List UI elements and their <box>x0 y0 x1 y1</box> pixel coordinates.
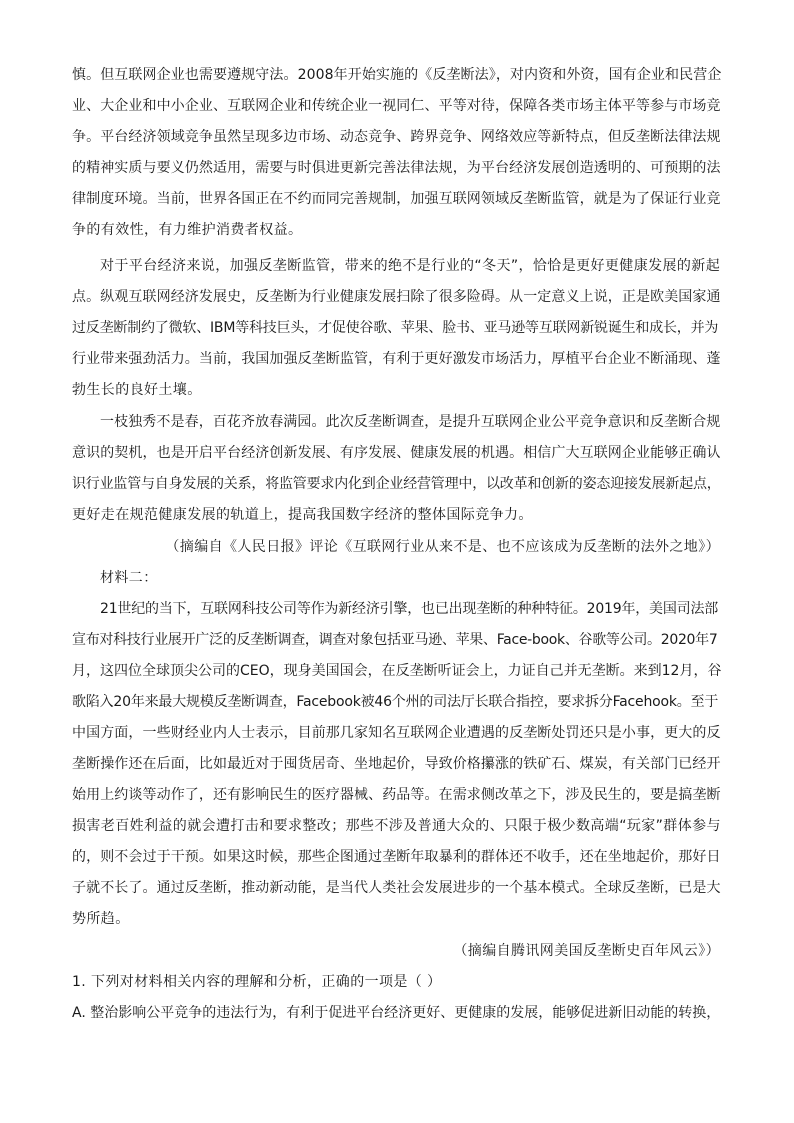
text-line: 意识的契机，也是开启平台经济创新发展、有序发展、健康发展的机遇。相信广大互联网企业能够正确认 <box>72 445 721 461</box>
text-line: 的精神实质与要义仍然适用，需要与时俱进更新完善法律法规，为平台经济发展创造透明的、可预期的法 <box>72 160 721 176</box>
text-line: 的，则不会过于干预。如果这时候，那些企图通过垄断年取暴利的群体还不收手，还在坐地起价，那好日 <box>72 849 721 865</box>
text-line: 慎。但互联网企业也需要遵规守法。2008年开始实施的《反垄断法》，对内资和外资，国有企业和民营企 <box>72 67 722 83</box>
text-line: 歌陷入20年来最大规模反垄断调查，Facebook被46个州的司法厅长联合指控，要求拆分Facehook。至于 <box>72 694 719 710</box>
text-line: 一枝独秀不是春，百花齐放春满园。此次反垄断调查，是提升互联网企业公平竞争意识和反垄断合规 <box>100 414 721 430</box>
text-line: 月，这四位全球顶尖公司的CEO，现身美国国会，在反垄断听证会上，力证自己并无垄断。来到12月，谷 <box>72 663 722 679</box>
text-line: 勃生长的良好土壤。 <box>72 382 202 398</box>
question-stem: 1. 下列对材料相关内容的理解和分析，正确的一项是（ ） <box>72 974 442 990</box>
text-line: 子就不长了。通过反垄断，推动新动能，是当代人类社会发展进步的一个基本模式。全球反垄断，已是大 <box>72 880 721 896</box>
source-citation: （摘编自《人民日报》评论《互联网行业从来不是、也不应该成为反垄断的法外之地》） <box>165 539 720 555</box>
text-line: 损害老百姓利益的就会遭打击和要求整改；那些不涉及普通大众的、只限于极少数高端“玩家”群体参与 <box>72 818 721 834</box>
text-line: 始用上约谈等动作了，还有影响民生的医疗器械、药品等。在需求侧改革之下，涉及民生的，要是搞垄断 <box>72 787 721 803</box>
text-line: 过反垄断制约了微软、IBM等科技巨头，才促使谷歌、苹果、脸书、亚马逊等互联网新锐诞生和成长，并为 <box>72 320 719 336</box>
option-a: A. 整治影响公平竞争的违法行为，有利于促进平台经济更好、更健康的发展，能够促进新旧动能的转换， <box>72 1005 721 1021</box>
text-line: 业、大企业和中小企业、互联网企业和传统企业一视同仁、平等对待，保障各类市场主体平等参与市场竞 <box>72 98 721 114</box>
source-citation: （摘编自腾讯网美国反垄断史百年风云》） <box>453 943 720 959</box>
text-line: 势所趋。 <box>72 911 130 927</box>
text-line: 21世纪的当下，互联网科技公司等作为新经济引擎，也已出现垄断的种种特征。2019年，美国司法部 <box>100 601 719 617</box>
text-line: 争的有效性，有力维护消费者权益。 <box>72 222 303 238</box>
text-line: 对于平台经济来说，加强反垄断监管，带来的绝不是行业的“冬天”，恰恰是更好更健康发展的新起 <box>100 258 721 274</box>
text-line: 行业带来强劲活力。当前，我国加强反垄断监管，有利于更好激发市场活力，厚植平台企业不断涌现、蓬 <box>72 351 721 367</box>
text-line: 律制度环境。当前，世界各国正在不约而同完善规制，加强互联网领域反垄断监管，就是为了保证行业竞 <box>72 191 721 207</box>
section-heading: 材料二： <box>100 570 158 586</box>
text-line: 宣布对科技行业展开广泛的反垄断调查，调查对象包括亚马逊、苹果、Face-book、谷歌等公司。2020年7 <box>72 632 718 648</box>
text-line: 中国方面，一些财经业内人士表示，目前那几家知名互联网企业遭遇的反垄断处罚还只是小事，更大的反 <box>72 725 721 741</box>
text-line: 更好走在规范健康发展的轨道上，提高我国数字经济的整体国际竞争力。 <box>72 507 533 523</box>
text-line: 识行业监管与自身发展的关系，将监管要求内化到企业经营管理中，以改革和创新的姿态迎接发展新起点， <box>72 476 721 492</box>
text-line: 点。纵观互联网经济发展史，反垄断为行业健康发展扫除了很多险碍。从一定意义上说，正是欧美国家通 <box>72 289 721 305</box>
text-line: 垄断操作还在后面，比如最近对于囤货居奇、坐地起价，导致价格攥涨的铁矿石、煤炭，有关部门已经开 <box>72 756 721 772</box>
text-line: 争。平台经济领域竞争虽然呈现多边市场、动态竞争、跨界竞争、网络效应等新特点，但反垄断法律法规 <box>72 129 721 145</box>
